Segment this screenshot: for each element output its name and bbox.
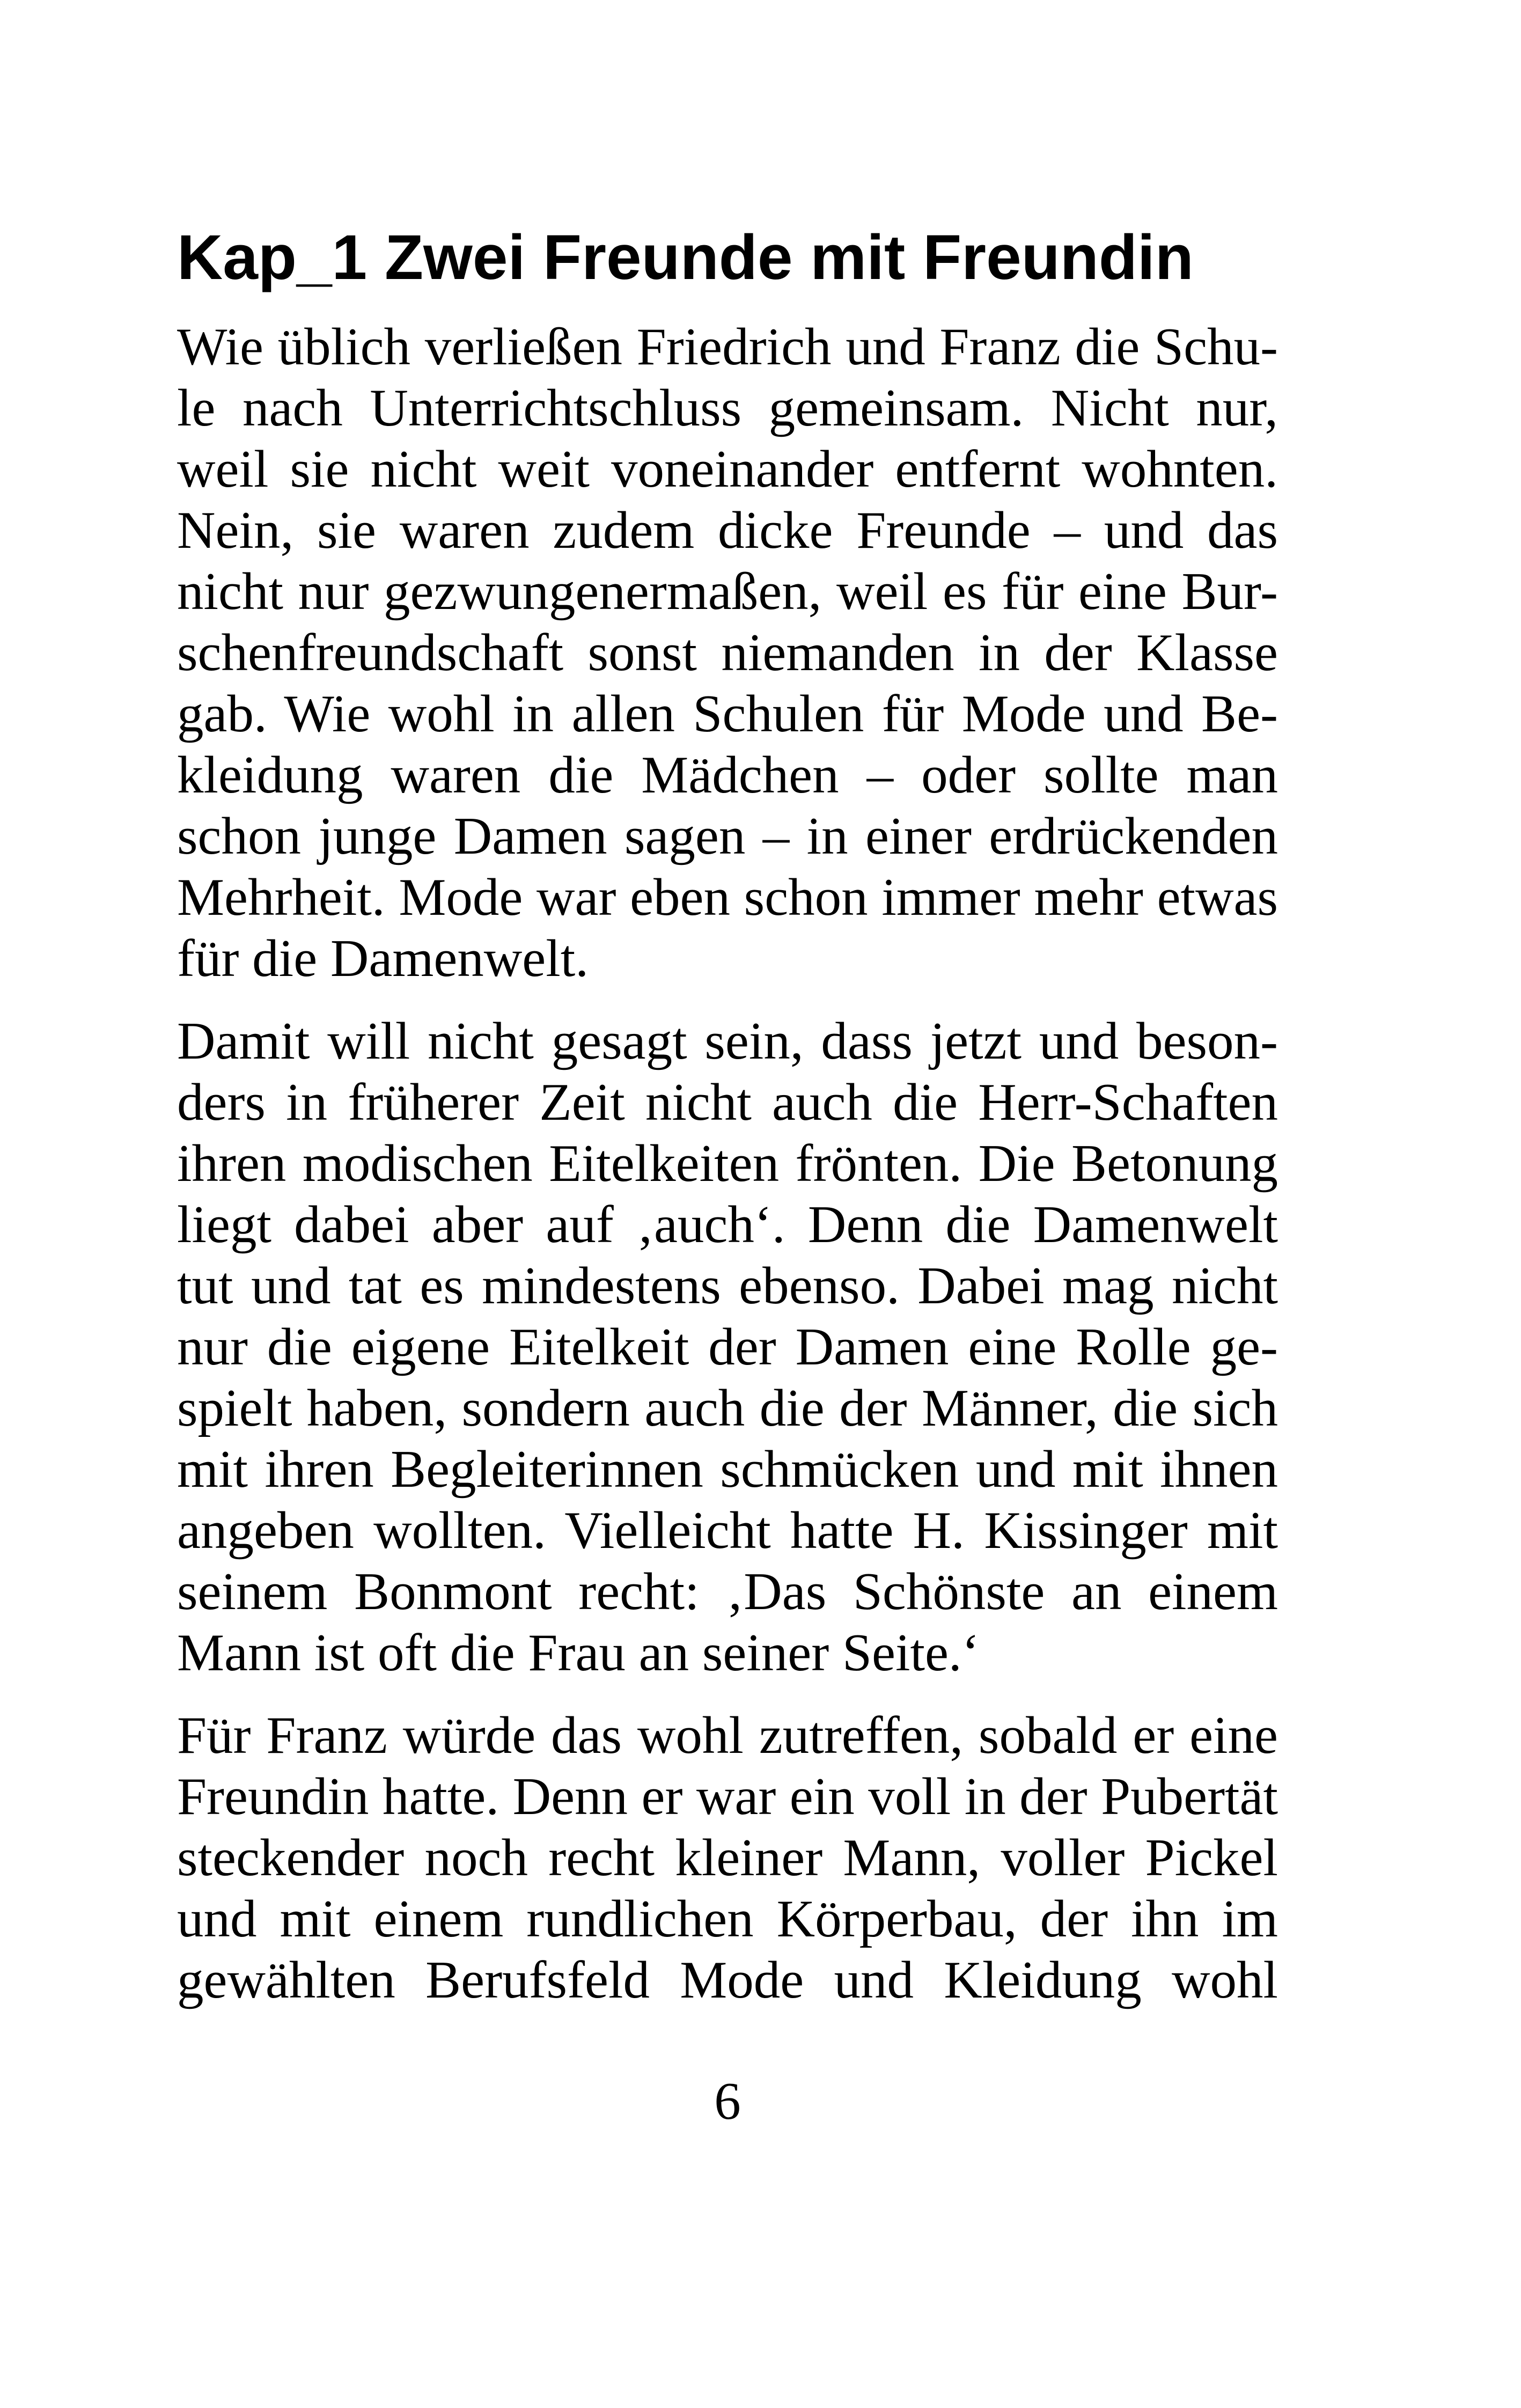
text-line: steckender noch recht kleiner Mann, voller Pickel xyxy=(177,1829,1278,1887)
text-line: ders in früherer Zeit nicht auch die Herr-Schaften xyxy=(177,1073,1278,1132)
text-line: Mann ist oft die Frau an seiner Seite.‘ xyxy=(177,1624,980,1682)
text-line: spielt haben, sondern auch die der Männer, die sich xyxy=(177,1379,1278,1437)
text-line: Für Franz würde das wohl zutreffen, sobald er eine xyxy=(177,1706,1278,1765)
text-line: liegt dabei aber auf ‚auch‘. Denn die Damenwelt xyxy=(177,1195,1278,1254)
text-line: Mehrheit. Mode war eben schon immer mehr etwas xyxy=(177,868,1278,927)
paragraph xyxy=(177,1011,1278,1684)
text-line: tut und tat es mindestens ebenso. Dabei mag nicht xyxy=(177,1257,1278,1315)
text-line: nur die eigene Eitelkeit der Damen eine Rolle ge- xyxy=(177,1318,1278,1376)
text-line: schon junge Damen sagen – in einer erdrückenden xyxy=(177,807,1278,865)
text-line: Wie üblich verließen Friedrich und Franz die Schu- xyxy=(177,318,1278,376)
text-line: gewählten Berufsfeld Mode und Kleidung wohl xyxy=(177,1951,1278,2009)
text-line: Freundin hatte. Denn er war ein voll in der Pubertät xyxy=(177,1767,1278,1826)
text-line: und mit einem rundlichen Körperbau, der ihn im xyxy=(177,1890,1278,1948)
body-text xyxy=(177,317,1278,2011)
text-line: nicht nur gezwungenermaßen, weil es für eine Bur- xyxy=(177,562,1278,621)
text-line: seinem Bonmont recht: ‚Das Schönste an einem xyxy=(177,1562,1278,1621)
paragraph xyxy=(177,1705,1278,2011)
text-line: schenfreundschaft sonst niemanden in der Klasse xyxy=(177,623,1278,682)
text-line: angeben wollten. Vielleicht hatte H. Kissinger mit xyxy=(177,1501,1278,1560)
text-line: le nach Unterrichtschluss gemeinsam. Nicht nur, xyxy=(177,379,1278,437)
text-line: für die Damenwelt. xyxy=(177,929,589,988)
chapter-title: Kap_1 Zwei Freunde mit Freundin xyxy=(177,222,1194,293)
text-line: ihren modischen Eitelkeiten frönten. Die Betonung xyxy=(177,1134,1278,1193)
paragraph xyxy=(177,317,1278,989)
text-line: Damit will nicht gesagt sein, dass jetzt und beson- xyxy=(177,1012,1278,1070)
text-line: kleidung waren die Mädchen – oder sollte man xyxy=(177,746,1278,804)
text-line: gab. Wie wohl in allen Schulen für Mode und Be- xyxy=(177,685,1278,743)
text-line: weil sie nicht weit voneinander entfernt wohnten. xyxy=(177,440,1278,498)
page-number: 6 xyxy=(714,2072,741,2131)
text-line: Nein, sie waren zudem dicke Freunde – und das xyxy=(177,501,1278,560)
text-line: mit ihren Begleiterinnen schmücken und mit ihnen xyxy=(177,1440,1278,1499)
